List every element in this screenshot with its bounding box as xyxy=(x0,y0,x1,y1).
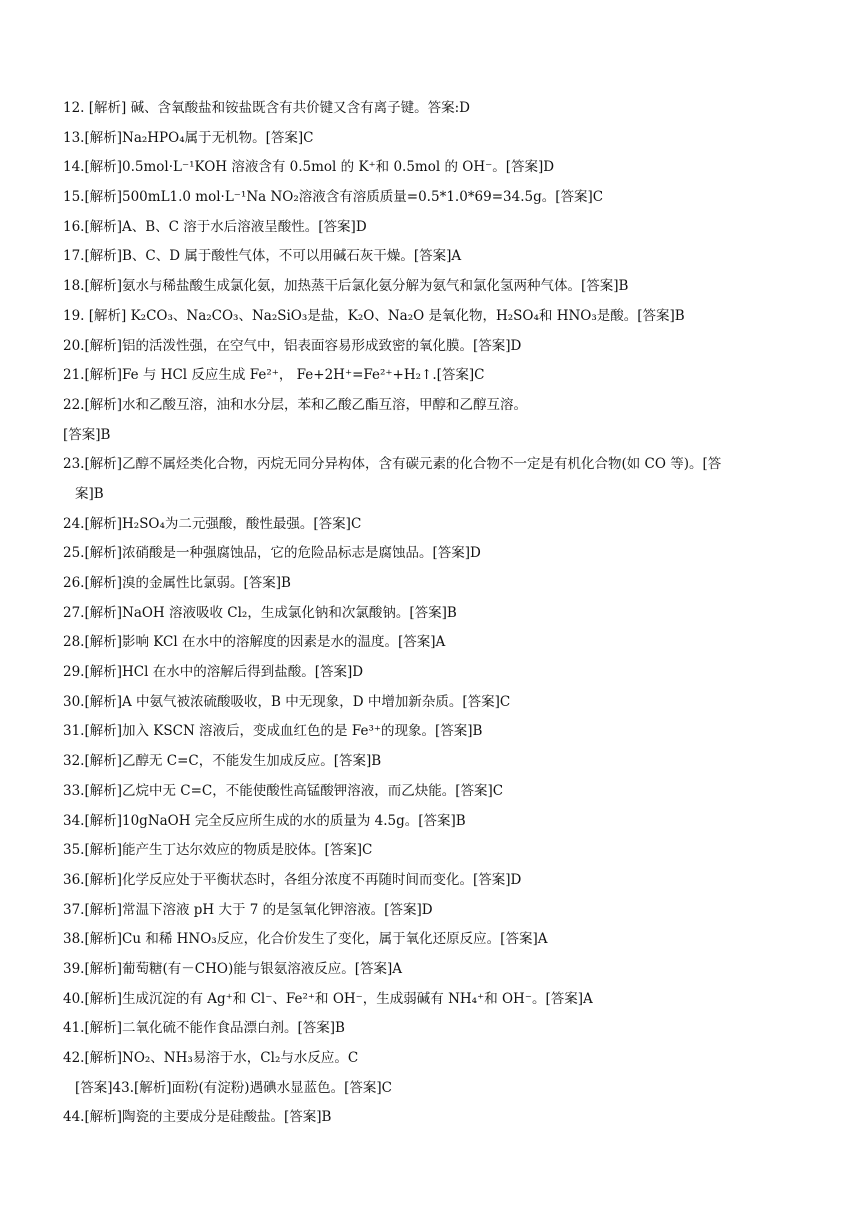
text-line: 33.[解析]乙烷中无 C=C，不能使酸性高锰酸钾溶液，而乙炔能。[答案]C xyxy=(63,782,504,799)
text-line: 18.[解析]氨水与稀盐酸生成氯化氨，加热蒸干后氯化氨分解为氨气和氯化氢两种气体。[答案]B xyxy=(63,278,629,295)
text-line: 27.[解析]NaOH 溶液吸收 Cl₂，生成氯化钠和次氯酸钠。[答案]B xyxy=(63,604,457,621)
text-line: 19. [解析] K₂CO₃、Na₂CO₃、Na₂SiO₃是盐，K₂O、Na₂O 是氧化物，H₂SO₄和 HNO₃是酸。[答案]B xyxy=(63,307,685,324)
text-line: 20.[解析]铝的活泼性强，在空气中，铝表面容易形成致密的氧化膜。[答案]D xyxy=(63,337,522,354)
text-line: 44.[解析]陶瓷的主要成分是硅酸盐。[答案]B xyxy=(63,1109,332,1126)
text-line: 28.[解析]影响 KCl 在水中的溶解度的因素是水的温度。[答案]A xyxy=(63,634,446,651)
text-line: 41.[解析]二氧化硫不能作食品漂白剂。[答案]B xyxy=(63,1020,345,1037)
text-line: 23.[解析]乙醇不属烃类化合物，丙烷无同分异构体，含有碳元素的化合物不一定是有机化合物(如 CO 等)。[答 xyxy=(63,456,722,473)
text-line: 14.[解析]0.5mol·L⁻¹KOH 溶液含有 0.5mol 的 K⁺和 0.5mol 的 OH⁻。[答案]D xyxy=(63,159,555,176)
text-line: 30.[解析]A 中氨气被浓硫酸吸收，B 中无现象，D 中增加新杂质。[答案]C xyxy=(63,693,511,710)
text-line: 32.[解析]乙醇无 C=C，不能发生加成反应。[答案]B xyxy=(63,753,382,770)
text-line: 17.[解析]B、C、D 属于酸性气体，不可以用碱石灰干燥。[答案]A xyxy=(63,248,462,265)
text-line: 16.[解析]A、B、C 溶于水后溶液呈酸性。[答案]D xyxy=(63,218,367,235)
text-line: 25.[解析]浓硝酸是一种强腐蚀品，它的危险品标志是腐蚀品。[答案]D xyxy=(63,545,481,562)
text-line: 12. [解析] 碱、含氧酸盐和铵盐既含有共价键又含有离子键。答案:D xyxy=(63,100,470,116)
text-line: 26.[解析]溴的金属性比氯弱。[答案]B xyxy=(63,575,291,591)
text-line: 22.[解析]水和乙酸互溶，油和水分层，苯和乙酸乙酯互溶，甲醇和乙醇互溶。 xyxy=(63,396,528,413)
text-line: 35.[解析]能产生丁达尔效应的物质是胶体。[答案]C xyxy=(63,842,373,859)
text-line: [答案]B xyxy=(63,426,111,443)
text-line: [答案]43.[解析]面粉(有淀粉)遇碘水显蓝色。[答案]C xyxy=(75,1079,392,1096)
text-line: 39.[解析]葡萄糖(有－CHO)能与银氨溶液反应。[答案]A xyxy=(63,960,402,977)
text-line: 24.[解析]H₂SO₄为二元强酸，酸性最强。[答案]C xyxy=(63,515,362,532)
text-line: 40.[解析]生成沉淀的有 Ag⁺和 Cl⁻、Fe²⁺和 OH⁻，生成弱碱有 NH₄⁺和 OH⁻。[答案]A xyxy=(63,990,593,1007)
text-line: 21.[解析]Fe 与 HCl 反应生成 Fe²⁺， Fe+2H⁺=Fe²⁺+H₂↑.[答案]C xyxy=(63,367,485,384)
text-line: 15.[解析]500mL1.0 mol·L⁻¹Na NO₂溶液含有溶质质量=0.5*1.0*69=34.5g。[答案]C xyxy=(63,189,604,206)
text-line: 案]B xyxy=(75,485,104,502)
text-line: 34.[解析]10gNaOH 完全反应所生成的水的质量为 4.5g。[答案]B xyxy=(63,812,466,829)
text-line: 36.[解析]化学反应处于平衡状态时，各组分浓度不再随时间而变化。[答案]D xyxy=(63,871,522,888)
text-line: 37.[解析]常温下溶液 pH 大于 7 的是氢氧化钾溶液。[答案]D xyxy=(63,901,433,918)
text-line: 13.[解析]Na₂HPO₄属于无机物。[答案]C xyxy=(63,129,314,146)
text-line: 29.[解析]HCl 在水中的溶解后得到盐酸。[答案]D xyxy=(63,664,364,681)
text-line: 38.[解析]Cu 和稀 HNO₃反应，化合价发生了变化，属于氧化还原反应。[答案]A xyxy=(63,931,548,948)
answer-list xyxy=(63,94,823,1133)
text-line: 31.[解析]加入 KSCN 溶液后，变成血红色的是 Fe³⁺的现象。[答案]B xyxy=(63,723,483,740)
text-line: 42.[解析]NO₂、NH₃易溶于水，Cl₂与水反应。C xyxy=(63,1050,359,1066)
